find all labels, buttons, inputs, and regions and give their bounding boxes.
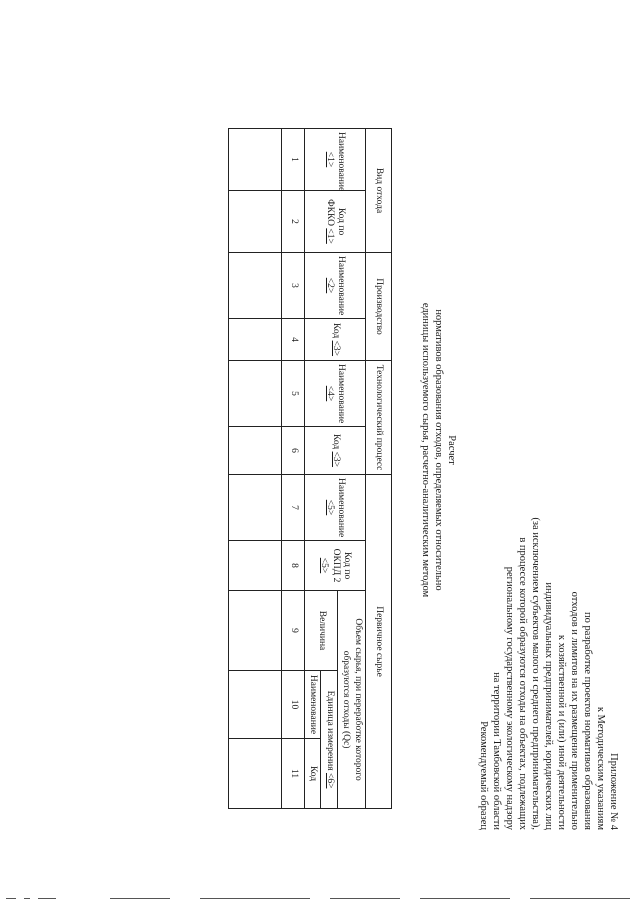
col-production-code (305, 319, 366, 361)
title-line: единицы используемого сырья, расчетно-аналитическим методом (420, 302, 431, 598)
col-label: Наименование (336, 364, 347, 424)
header-line: Приложение № 4 (608, 753, 619, 830)
col-number: 4 (282, 319, 305, 361)
table-cell (229, 191, 282, 253)
document-page (0, 40, 640, 860)
col-okpd2-code (305, 541, 366, 591)
table-cell (229, 319, 282, 361)
footnote-ref: <4> (325, 385, 335, 402)
col-label: Код по ФККО (325, 199, 347, 236)
appendix-header (477, 270, 620, 830)
col-number: 2 (282, 191, 305, 253)
group-raw-material: Первичное сырье (366, 475, 392, 809)
col-number: 5 (282, 361, 305, 427)
table-cell (229, 475, 282, 541)
footnote-ref: <5> (325, 499, 335, 516)
col-raw-volume: Объем сырья, при переработке которого образуются отходы (Qc) (338, 591, 366, 809)
table-cell (229, 129, 282, 191)
title-line: нормативов образования отходов, определяемых относительно (433, 309, 444, 591)
col-number: 11 (282, 739, 305, 809)
footnote-ref: <1> (325, 228, 335, 244)
col-process-name (305, 361, 366, 427)
scan-mark (6, 898, 16, 899)
footnote-ref: <3> (330, 451, 341, 468)
col-label: Наименование (336, 132, 347, 192)
col-label: Наименование (336, 256, 347, 316)
header-line: индивидуальных предпринимателей, юридических лиц (543, 582, 554, 830)
header-line: к хозяйственной и (или) иной деятельности (556, 634, 567, 830)
table-cell (229, 427, 282, 475)
col-label: Наименование (336, 478, 347, 538)
table-cell (229, 591, 282, 671)
header-line: отходов и лимитов на их размещение применительно (569, 591, 580, 830)
scan-mark (330, 898, 400, 899)
col-label: Единица измерения (325, 690, 335, 771)
scan-mark (530, 898, 630, 899)
col-volume-value: Величина (305, 591, 338, 671)
scan-mark (420, 898, 510, 899)
col-fkko-code (305, 191, 366, 253)
sample-note: Рекомендуемый образец (478, 721, 489, 830)
col-label: Код по ОКПД 2 (330, 548, 353, 583)
table-cell (229, 253, 282, 319)
col-number: 8 (282, 541, 305, 591)
calculation-title (419, 40, 458, 860)
col-unit-code: Код (305, 739, 322, 809)
col-unit (321, 671, 338, 809)
footnote-ref: <5> (319, 557, 330, 574)
group-waste-type: Вид отхода (366, 129, 392, 253)
col-label: Код (330, 434, 341, 450)
footnote-ref: <3> (330, 340, 341, 357)
calculation-table (228, 128, 392, 809)
col-number: 3 (282, 253, 305, 319)
header-line: в процессе которой образуются отходы на объектах, подлежащих (517, 537, 528, 830)
footnote-ref: <1> (325, 151, 335, 168)
col-number: 9 (282, 591, 305, 671)
header-line: (за исключением субъектов малого и среднего предпринимательства), (530, 517, 541, 830)
col-label: Код (330, 323, 341, 339)
scan-mark (24, 898, 30, 899)
footnote-ref: <2> (325, 277, 335, 294)
table-cell (229, 671, 282, 739)
footnote-ref: <6> (325, 772, 335, 789)
header-line: к Методическим указаниям (595, 706, 606, 830)
col-number: 7 (282, 475, 305, 541)
col-unit-name: Наименование (305, 671, 322, 739)
group-tech-process: Технологический процесс (366, 361, 392, 475)
table-cell (229, 541, 282, 591)
header-line: на территории Тамбовской области (491, 672, 502, 830)
header-line: региональному государственному экологическому надзору (504, 566, 515, 830)
title-line: Расчет (446, 435, 457, 465)
scan-mark (110, 898, 170, 899)
col-number: 1 (282, 129, 305, 191)
table-cell (229, 361, 282, 427)
col-number: 10 (282, 671, 305, 739)
scan-mark (38, 898, 56, 899)
col-number: 6 (282, 427, 305, 475)
group-production: Производство (366, 253, 392, 361)
table-row (229, 129, 282, 809)
col-process-code (305, 427, 366, 475)
col-raw-name (305, 475, 366, 541)
header-line: по разработке проектов нормативов образования (582, 611, 593, 830)
col-waste-name (305, 129, 366, 191)
scan-artifacts (0, 893, 640, 901)
table-cell (229, 739, 282, 809)
scan-mark (200, 898, 310, 899)
col-production-name (305, 253, 366, 319)
